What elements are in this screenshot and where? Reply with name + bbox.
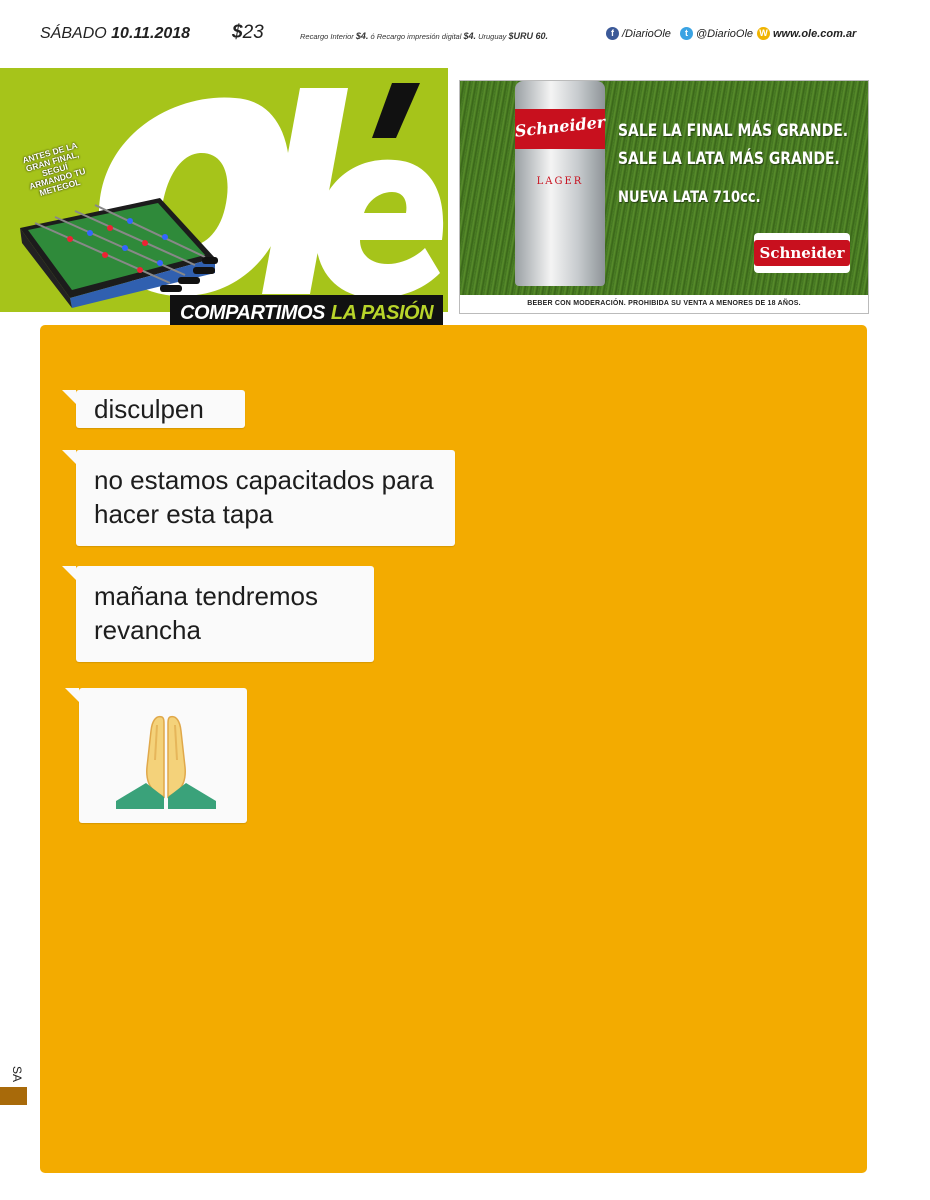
ad-headline-3: NUEVA LATA 710cc. (618, 187, 761, 206)
chat-bubble-emoji (79, 688, 247, 823)
facebook-handle: /DiarioOle (622, 27, 671, 40)
price-value: 23 (242, 22, 264, 43)
chat-bubble (76, 566, 374, 662)
chat-message-text: no estamos capacitados para hacer esta tapa (94, 465, 434, 529)
surcharge-interior: $4. (355, 31, 369, 41)
section-edge-label: SA (10, 1066, 24, 1083)
folded-hands-icon (114, 705, 218, 809)
issue-date-value: 10.11.2018 (111, 25, 191, 42)
issue-date (40, 25, 190, 43)
beer-can-image (515, 81, 605, 286)
foosball-table-image (10, 173, 220, 308)
facebook-icon: f (606, 27, 619, 40)
cover-panel (40, 325, 867, 1173)
price-currency: $ (232, 22, 243, 43)
ad-legal-disclaimer: BEBER CON MODERACIÓN. PROHIBIDA SU VENTA A MENORES DE 18 AÑOS. (527, 300, 801, 307)
schneider-logo (754, 233, 850, 273)
section-edge-marker (0, 1087, 27, 1105)
website-link[interactable] (757, 27, 856, 40)
twitter-link[interactable] (680, 27, 753, 40)
uruguay-price: $URU 60. (508, 31, 549, 41)
top-info-bar (0, 0, 930, 66)
uruguay-label: Uruguay (478, 32, 507, 41)
masthead (0, 68, 448, 324)
chat-message-text: mañana tendremos revancha (94, 581, 319, 645)
ad-headline-1: SALE LA FINAL MÁS GRANDE. (618, 121, 849, 141)
metegol-teaser: ANTES DE LA GRAN FINAL, SEGUÍ ARMANDO TU METEGOL (21, 140, 87, 198)
chat-bubble (76, 390, 245, 428)
slogan-part-1: COMPARTIMOS (180, 301, 325, 324)
twitter-handle: @DiarioOle (696, 27, 754, 40)
surcharge-digital: $4. (463, 31, 476, 41)
can-brand: Schneider (513, 112, 607, 141)
issue-day: SÁBADO (40, 25, 107, 42)
ad-headline-2: SALE LA LATA MÁS GRANDE. (618, 149, 840, 169)
surcharge-prefix: Recargo Interior (300, 32, 354, 41)
slogan-part-2: LA PASIÓN (330, 301, 434, 324)
twitter-icon: t (680, 27, 693, 40)
schneider-logo-text: Schneider (754, 240, 851, 266)
chat-bubble (76, 450, 455, 546)
web-icon: W (757, 27, 770, 40)
surcharge-digital-label: ó Recargo impresión digital (370, 32, 462, 41)
facebook-link[interactable] (606, 27, 671, 40)
can-lager-label: LAGER (536, 176, 584, 187)
surcharge-info (300, 31, 548, 41)
schneider-advertisement[interactable] (459, 80, 869, 314)
issue-price (232, 22, 264, 44)
website-url: www.ole.com.ar (773, 27, 857, 40)
chat-message-text: disculpen (94, 394, 204, 424)
